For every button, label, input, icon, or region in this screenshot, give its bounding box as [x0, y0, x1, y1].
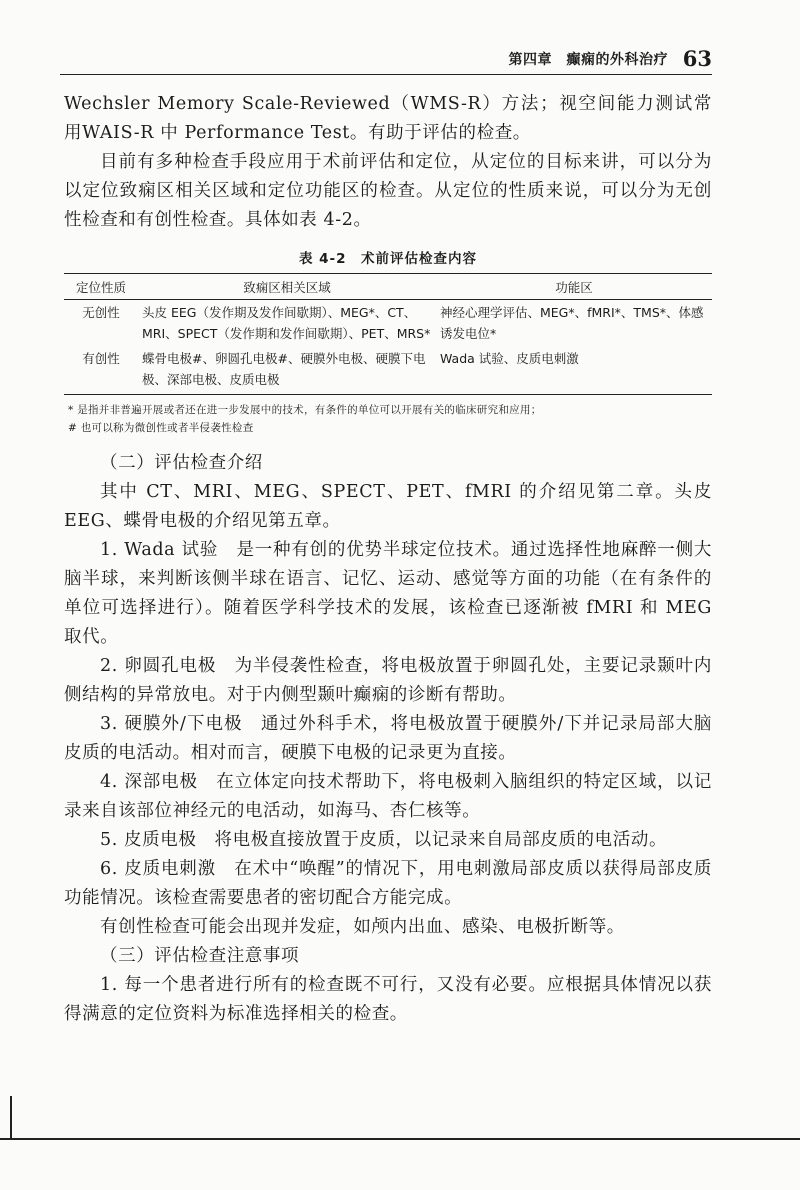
- paragraph: 1. 每一个患者进行所有的检查既不可行，又没有必要。应根据具体情况以获得满意的定位资料为标准选择相关的检查。: [64, 975, 712, 1024]
- paragraph: 3. 硬膜外/下电极 通过外科手术，将电极放置于硬膜外/下并记录局部大脑皮质的电活动。相对而言，硬膜下电极的记录更为直接。: [64, 714, 712, 763]
- section-heading: （二）评估检查介绍: [100, 453, 263, 473]
- table-notes: [64, 401, 712, 437]
- paragraph: 目前有多种检查手段应用于术前评估和定位，从定位的目标来讲，可以分为以定位致痫区相关区域和定位功能区的检查。从定位的性质来说，可以分为无创性检查和有创性检查。具体如表 4-2。: [64, 152, 712, 230]
- table-note: # 也可以称为微创性或者半侵袭性检查: [68, 422, 254, 434]
- page-number: 63: [682, 46, 712, 71]
- table-header-cell: 致痫区相关区域: [138, 274, 436, 300]
- table-cell: 蝶骨电极#、卵圆孔电极#、硬膜外电极、硬膜下电极、深部电极、皮质电极: [138, 346, 436, 395]
- paragraph: 5. 皮质电极 将电极直接放置于皮质，以记录来自局部皮质的电活动。: [100, 830, 668, 850]
- table-note: * 是指并非普遍开展或者还在进一步发展中的技术，有条件的单位可以开展有关的临床研究和应用；: [68, 404, 542, 416]
- paragraph: 有创性检查可能会出现并发症，如颅内出血、感染、电极折断等。: [100, 917, 625, 937]
- paragraph: 6. 皮质电刺激 在术中“唤醒”的情况下，用电刺激局部皮质以获得局部皮质功能情况。该检查需要患者的密切配合方能完成。: [64, 859, 712, 908]
- paragraph: Wechsler Memory Scale-Reviewed（WMS-R）方法；视空间能力测试常用WAIS-R 中 Performance Test。有助于评估的检查。: [64, 94, 712, 143]
- assessment-table: [64, 273, 712, 395]
- paragraph: 2. 卵圆孔电极 为半侵袭性检查，将电极放置于卵圆孔处，主要记录颞叶内侧结构的异常放电。对于内侧型颞叶癫痫的诊断有帮助。: [64, 656, 712, 705]
- table-header-cell: 功能区: [436, 274, 712, 300]
- paragraph: 1. Wada 试验 是一种有创的优势半球定位技术。通过选择性地麻醉一侧大脑半球，来判断该侧半球在语言、记忆、运动、感觉等方面的功能（在有条件的单位可选择进行）。随着医学科学技术的发展，该检查已逐渐被 fMRI 和 MEG 取代。: [64, 540, 712, 647]
- table-caption: 表 4-2 术前评估检查内容: [298, 251, 478, 267]
- paragraph: 其中 CT、MRI、MEG、SPECT、PET、fMRI 的介绍见第二章。头皮 EEG、蝶骨电极的介绍见第五章。: [64, 482, 712, 531]
- section-heading: （三）评估检查注意事项: [100, 946, 300, 966]
- page-edge-mark: [10, 1096, 12, 1138]
- table-cell: 有创性: [64, 346, 138, 395]
- paragraph: 4. 深部电极 在立体定向技术帮助下，将电极刺入脑组织的特定区域，以记录来自该部位神经元的电活动，如海马、杏仁核等。: [64, 772, 712, 821]
- running-header: [60, 44, 712, 75]
- table-row: [64, 346, 712, 395]
- table-cell: Wada 试验、皮质电刺激: [436, 346, 712, 395]
- chapter-title: 第四章 癫痫的外科治疗: [508, 52, 668, 68]
- table-row: [64, 300, 712, 347]
- footer-rule: [0, 1138, 800, 1140]
- table-cell: 无创性: [82, 305, 120, 320]
- page-body: [64, 90, 712, 1029]
- table-header-cell: 定位性质: [64, 274, 138, 300]
- table-cell: 神经心理学评估、MEG*、fMRI*、TMS*、体感诱发电位*: [440, 305, 704, 341]
- table-cell: 头皮 EEG（发作期及发作间歇期）、MEG*、CT、MRI、SPECT（发作期和发作间歇期）、PET、MRS*: [142, 305, 431, 341]
